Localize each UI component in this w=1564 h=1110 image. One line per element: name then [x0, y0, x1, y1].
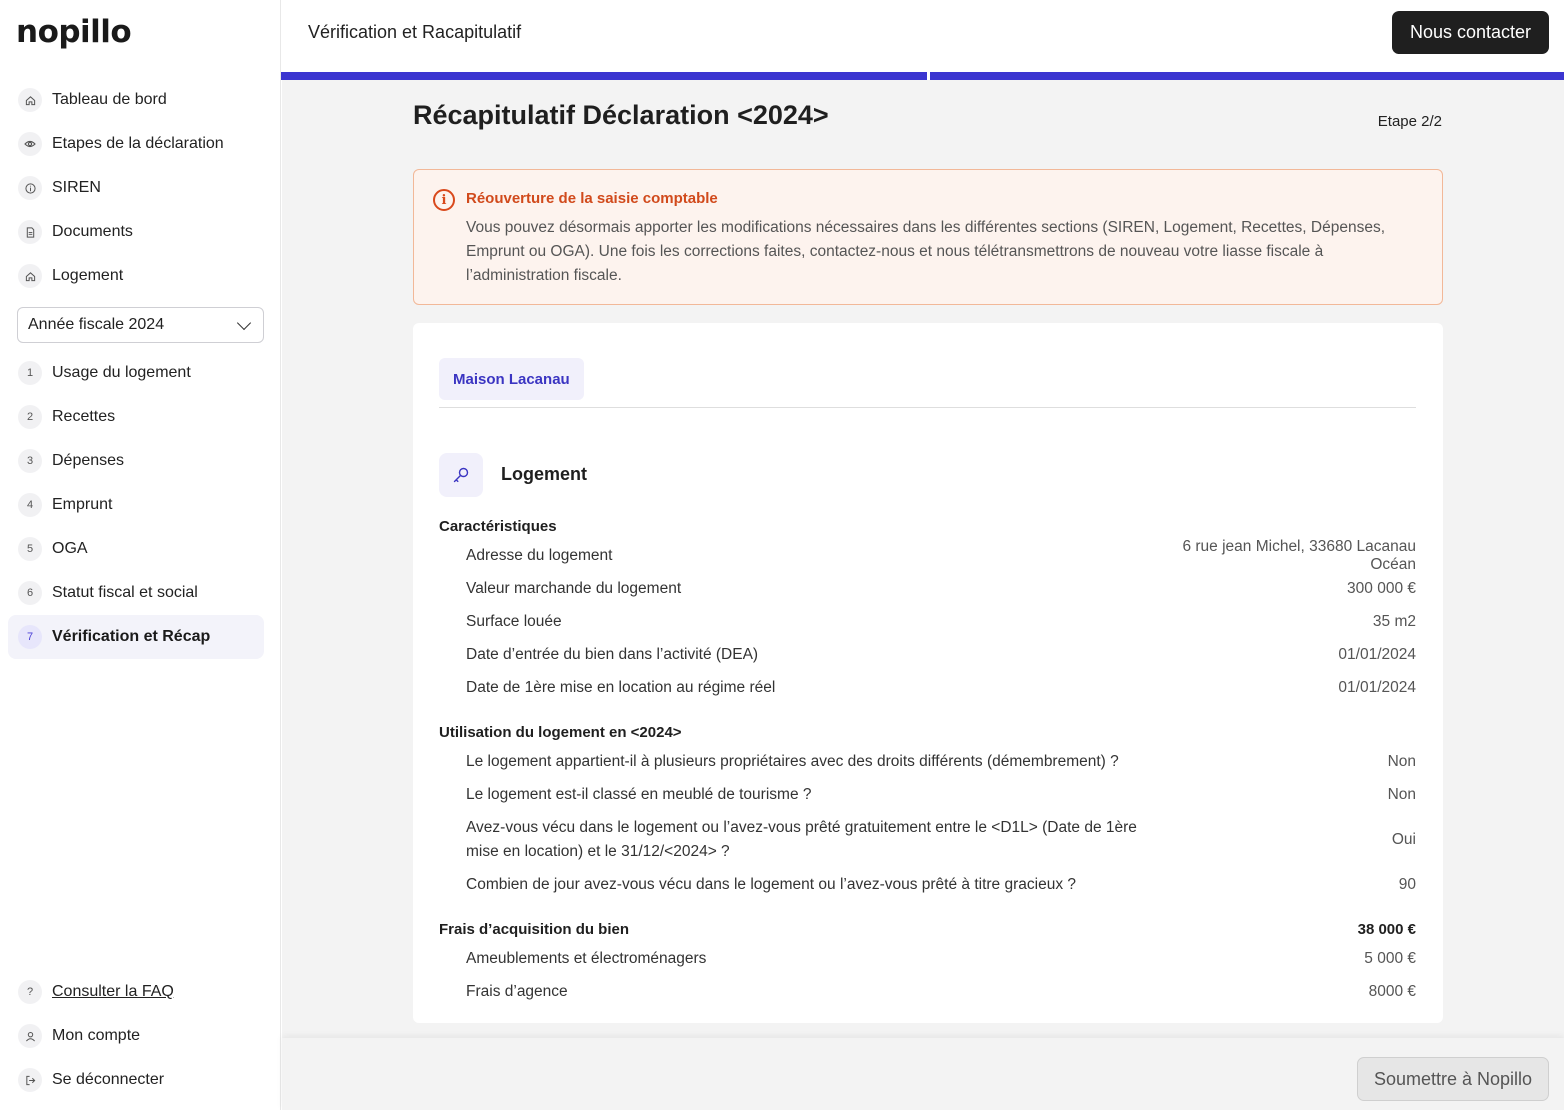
fiscal-year-select[interactable] [17, 307, 264, 343]
progress-step-1 [281, 72, 927, 80]
account-label: Mon compte [52, 1027, 141, 1044]
info-icon: i [433, 189, 455, 211]
step-number: 4 [18, 493, 42, 517]
tab-maison-lacanau[interactable]: Maison Lacanau [439, 358, 584, 400]
group-title: Frais d’acquisition du bien [439, 920, 630, 938]
sidebar-item-label: Etapes de la déclaration [52, 135, 224, 152]
sidebar-step-label: OGA [52, 540, 88, 557]
row-label: Surface louée [466, 612, 562, 630]
account-link[interactable] [8, 1014, 264, 1058]
logo[interactable]: nopillo [16, 14, 132, 50]
sidebar-step-statut[interactable] [8, 571, 264, 615]
sidebar-step-label: Statut fiscal et social [52, 584, 198, 601]
sidebar-item-dashboard[interactable] [8, 78, 264, 122]
row-label: Valeur marchande du logement [466, 579, 682, 597]
faq-label: Consulter la FAQ [52, 983, 174, 1000]
row-label: Ameublements et électroménagers [466, 949, 707, 967]
bottom-bar [282, 1038, 1564, 1110]
row-label: Frais d’agence [466, 982, 568, 1000]
sidebar-step-label: Dépenses [52, 452, 125, 469]
reopen-alert [413, 169, 1443, 305]
step-number: 6 [18, 581, 42, 605]
sidebar-item-label: SIREN [52, 179, 101, 196]
step-number: 5 [18, 537, 42, 561]
logout-link[interactable] [8, 1058, 264, 1102]
sidebar-step-label: Usage du logement [52, 364, 191, 381]
group-total: 38 000 € [1357, 920, 1416, 938]
sidebar-item-label: Documents [52, 223, 133, 240]
step-number: 7 [18, 625, 42, 649]
alert-title: Réouverture de la saisie comptable [466, 190, 718, 207]
alert-text: Vous pouvez désormais apporter les modifications nécessaires dans les différentes sections (SIREN, Logement, Recettes, Dépenses, Emprunt ou OGA). Une fois les corrections faites, contactez-nous et nous télétransmettrons de nouveau votre liasse fiscale à l’administration fiscale. [466, 219, 1385, 284]
sidebar-item-siren[interactable] [8, 166, 264, 210]
step-number: 3 [18, 449, 42, 473]
step-number: 2 [18, 405, 42, 429]
recap-card [413, 323, 1443, 1023]
row-value: 5 000 € [1364, 949, 1416, 967]
table-row [439, 868, 1416, 901]
submit-button[interactable]: Soumettre à Nopillo [1357, 1057, 1549, 1101]
table-row [439, 671, 1416, 704]
info-icon [18, 176, 42, 200]
group-header [439, 719, 1416, 745]
table-row [439, 539, 1416, 572]
sidebar-item-logement[interactable] [8, 254, 264, 298]
home-icon [18, 88, 42, 112]
table-row [439, 572, 1416, 605]
progress-bar [281, 72, 1564, 80]
sidebar-step-label: Vérification et Récap [52, 628, 211, 645]
eye-icon [18, 132, 42, 156]
header-title: Vérification et Racapitulatif [308, 22, 522, 42]
step-number: 1 [18, 361, 42, 385]
table-row [439, 942, 1416, 975]
table-row [439, 778, 1416, 811]
tab-divider [439, 407, 1416, 408]
row-value: 35 m2 [1372, 612, 1416, 630]
contact-button[interactable]: Nous contacter [1392, 11, 1549, 54]
row-label: Avez-vous vécu dans le logement ou l’avez-vous prêté gratuitement entre le <D1L> (Date de 1ère mise en location) et le 31/12/<2024> ? [466, 818, 1137, 860]
row-label: Date d’entrée du bien dans l’activité (DEA) [466, 645, 759, 663]
row-value: 01/01/2024 [1338, 678, 1416, 696]
sidebar-step-verification[interactable] [8, 615, 264, 659]
sidebar-step-emprunt[interactable] [8, 483, 264, 527]
row-label: Adresse du logement [466, 546, 613, 564]
row-value: Non [1387, 785, 1416, 803]
table-row [439, 605, 1416, 638]
row-label: Date de 1ère mise en location au régime réel [466, 678, 776, 696]
sidebar-item-label: Logement [52, 267, 124, 284]
step-indicator: Etape 2/2 [1377, 113, 1442, 130]
sidebar-item-steps[interactable] [8, 122, 264, 166]
section-title: Logement [501, 464, 588, 484]
group-title: Utilisation du logement en <2024> [439, 723, 682, 741]
row-value: 90 [1398, 875, 1416, 893]
row-value: 300 000 € [1347, 579, 1416, 597]
group-header [439, 513, 1416, 539]
sidebar-step-oga[interactable] [8, 527, 264, 571]
row-label: Combien de jour avez-vous vécu dans le logement ou l’avez-vous prêté à titre gracieux ? [466, 875, 1076, 893]
main-content[interactable] [282, 80, 1564, 1038]
sidebar-step-depenses[interactable] [8, 439, 264, 483]
user-icon [18, 1024, 42, 1048]
row-value: Non [1387, 752, 1416, 770]
row-value: 01/01/2024 [1338, 645, 1416, 663]
row-label: Le logement est-il classé en meublé de tourisme ? [466, 785, 812, 803]
home-icon [18, 264, 42, 288]
question-icon: ? [18, 980, 42, 1004]
sidebar-item-label: Tableau de bord [52, 91, 167, 108]
sidebar-item-documents[interactable] [8, 210, 264, 254]
logout-label: Se déconnecter [52, 1071, 165, 1088]
sidebar [0, 0, 281, 1110]
recap-rows [439, 513, 1416, 1008]
row-value: 6 rue jean Michel, 33680 Lacanau Océan [1182, 537, 1416, 573]
sidebar-bottom-nav [8, 970, 264, 1102]
table-row [439, 638, 1416, 671]
table-row [439, 745, 1416, 778]
page-title: Récapitulatif Déclaration <2024> [413, 100, 829, 130]
chevron-down-icon [237, 315, 251, 329]
group-title: Caractéristiques [439, 517, 557, 535]
row-value: 8000 € [1368, 982, 1416, 1000]
row-label: Le logement appartient-il à plusieurs propriétaires avec des droits différents (démembrement) ? [466, 752, 1119, 770]
sidebar-step-recettes[interactable] [8, 395, 264, 439]
sidebar-step-usage[interactable] [8, 351, 264, 395]
document-icon [18, 220, 42, 244]
table-row [439, 975, 1416, 1008]
fiscal-year-value: Année fiscale 2024 [28, 316, 165, 333]
row-value: Oui [1391, 830, 1416, 848]
top-bar [282, 0, 1564, 72]
key-icon [439, 453, 483, 497]
steps-nav [8, 351, 264, 659]
faq-link[interactable] [8, 970, 264, 1014]
table-row [439, 811, 1416, 868]
sidebar-step-label: Emprunt [52, 496, 113, 513]
progress-step-2 [930, 72, 1564, 80]
logout-icon [18, 1068, 42, 1092]
sidebar-step-label: Recettes [52, 408, 116, 425]
main-nav [8, 78, 264, 298]
group-header [439, 916, 1416, 942]
